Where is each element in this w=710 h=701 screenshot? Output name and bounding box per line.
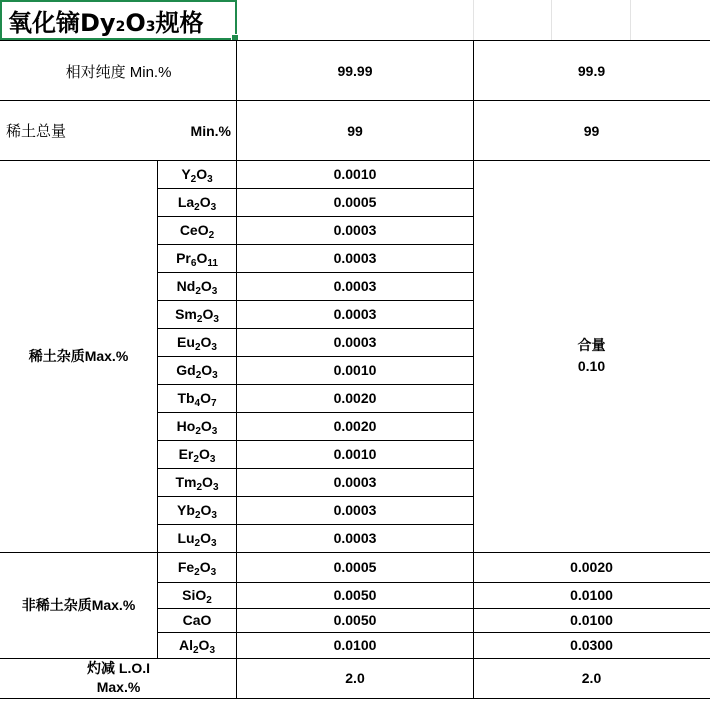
compound-formula: $Gd_2O_3$ bbox=[176, 362, 218, 381]
compound-formula: $Pr_6O_{11}$ bbox=[176, 250, 218, 269]
re-impurity-compound bbox=[157, 300, 237, 328]
compound-formula: $Tb_4O_7$ bbox=[177, 390, 217, 409]
purity-value-2: 99.9 bbox=[577, 63, 606, 79]
compound-formula: $Fe_2O_3$ bbox=[177, 559, 217, 578]
compound-formula: $Ho_2O_3$ bbox=[176, 418, 218, 437]
re-combined-cell bbox=[473, 160, 710, 552]
re-impurity-value: 0.0010 bbox=[333, 362, 377, 378]
border-line bbox=[236, 40, 237, 698]
purity-value-1: 99.99 bbox=[337, 63, 373, 79]
non-re-impurity-value-2: 0.0300 bbox=[570, 637, 613, 653]
non-re-impurity-value-1: 0.0005 bbox=[333, 559, 377, 575]
border-line bbox=[157, 632, 710, 633]
border-line bbox=[157, 328, 473, 329]
non-re-impurities-label: 非稀土杂质Max.% bbox=[21, 597, 136, 613]
border-line bbox=[157, 160, 158, 658]
purity-label: 相对纯度 Min.% bbox=[65, 63, 172, 81]
border-line bbox=[157, 440, 473, 441]
re-impurity-value: 0.0003 bbox=[333, 250, 377, 266]
re-impurity-value: 0.0003 bbox=[333, 334, 377, 350]
non-re-impurity-value-2: 0.0100 bbox=[570, 612, 613, 628]
total-re-value-1: 99 bbox=[347, 122, 363, 139]
re-impurity-value: 0.0003 bbox=[333, 278, 377, 294]
total-re-unit: Min.% bbox=[190, 122, 231, 139]
border-line bbox=[157, 216, 473, 217]
re-impurity-compound bbox=[157, 468, 237, 496]
re-combined-value: 0.10 bbox=[577, 358, 606, 374]
re-impurity-compound bbox=[157, 496, 237, 524]
border-line bbox=[0, 160, 710, 161]
compound-formula: $Tm_2O_3$ bbox=[175, 474, 219, 493]
border-line bbox=[157, 608, 710, 609]
border-line bbox=[0, 40, 710, 41]
non-re-impurity-value-1: 0.0050 bbox=[333, 587, 377, 603]
non-re-impurity-value-1: 0.0050 bbox=[333, 612, 377, 628]
non-re-impurity-compound bbox=[157, 608, 237, 632]
re-impurity-value: 0.0010 bbox=[333, 446, 377, 462]
compound-formula: CeO$_2$ bbox=[179, 222, 215, 241]
non-re-impurity-value-2: 0.0020 bbox=[570, 559, 613, 575]
border-line bbox=[157, 468, 473, 469]
compound-formula: CaO bbox=[182, 612, 212, 628]
non-re-impurity-value-2: 0.0100 bbox=[570, 587, 613, 603]
re-impurity-compound bbox=[157, 160, 237, 188]
re-impurity-compound bbox=[157, 328, 237, 356]
compound-formula: SiO$_2$ bbox=[182, 587, 212, 606]
re-impurity-compound bbox=[157, 384, 237, 412]
re-impurity-compound bbox=[157, 188, 237, 216]
re-impurity-value: 0.0003 bbox=[333, 306, 377, 322]
re-impurities-label: 稀土杂质Max.% bbox=[28, 348, 129, 364]
non-re-impurity-value-1: 0.0100 bbox=[333, 637, 377, 653]
gridline bbox=[551, 0, 552, 40]
compound-formula: $Lu_2O_3$ bbox=[177, 530, 217, 549]
re-impurity-value: 0.0003 bbox=[333, 530, 377, 546]
border-line bbox=[0, 552, 710, 553]
re-impurity-value: 0.0003 bbox=[333, 474, 377, 490]
loi-value-1: 2.0 bbox=[345, 670, 365, 686]
border-line bbox=[0, 100, 710, 101]
re-combined-label: 合量 bbox=[577, 337, 606, 353]
non-re-impurity-compound bbox=[157, 552, 237, 582]
loi-value-2: 2.0 bbox=[581, 670, 602, 686]
re-impurity-compound bbox=[157, 524, 237, 552]
loi-label: 灼减 L.O.I bbox=[87, 660, 150, 676]
re-impurity-compound bbox=[157, 244, 237, 272]
border-line bbox=[157, 356, 473, 357]
re-impurity-compound bbox=[157, 412, 237, 440]
re-impurity-value: 0.0020 bbox=[333, 418, 377, 434]
re-impurity-value: 0.0003 bbox=[333, 502, 377, 518]
compound-formula: $Yb_2O_3$ bbox=[177, 502, 217, 521]
border-line bbox=[157, 496, 473, 497]
re-impurity-value: 0.0010 bbox=[333, 166, 377, 182]
loi-label-cell bbox=[0, 658, 237, 698]
re-impurity-value: 0.0020 bbox=[333, 390, 377, 406]
sheet-title-cell[interactable] bbox=[0, 0, 237, 40]
border-line bbox=[157, 272, 473, 273]
border-line bbox=[157, 300, 473, 301]
border-line bbox=[0, 658, 710, 659]
compound-formula: $Sm_2O_3$ bbox=[175, 306, 219, 325]
re-impurity-value: 0.0005 bbox=[333, 194, 377, 210]
border-line bbox=[0, 698, 710, 699]
total-re-label: 稀土总量 bbox=[6, 123, 67, 140]
total-re-value-2: 99 bbox=[583, 122, 600, 139]
gridline bbox=[473, 0, 474, 40]
gridline bbox=[630, 0, 631, 40]
re-impurity-value: 0.0003 bbox=[333, 222, 377, 238]
compound-formula: $Eu_2O_3$ bbox=[177, 334, 217, 353]
sheet-title: 氧化镝Dy2O3规格 bbox=[8, 8, 204, 37]
border-line bbox=[157, 244, 473, 245]
border-line bbox=[157, 524, 473, 525]
border-line bbox=[157, 188, 473, 189]
border-line bbox=[473, 40, 474, 698]
border-line bbox=[157, 412, 473, 413]
re-impurity-compound bbox=[157, 216, 237, 244]
compound-formula: $Er_2O_3$ bbox=[178, 446, 216, 465]
compound-formula: $Al_2O_3$ bbox=[178, 637, 215, 656]
non-re-impurity-compound bbox=[157, 632, 237, 658]
loi-unit: Max.% bbox=[96, 679, 141, 695]
compound-formula: $La_2O_3$ bbox=[177, 194, 217, 213]
re-impurity-compound bbox=[157, 440, 237, 468]
border-line bbox=[157, 582, 710, 583]
re-impurity-compound bbox=[157, 272, 237, 300]
compound-formula: $Y_2O_3$ bbox=[181, 166, 213, 185]
non-re-impurity-compound bbox=[157, 582, 237, 608]
border-line bbox=[157, 384, 473, 385]
compound-formula: $Nd_2O_3$ bbox=[176, 278, 218, 297]
re-impurity-compound bbox=[157, 356, 237, 384]
